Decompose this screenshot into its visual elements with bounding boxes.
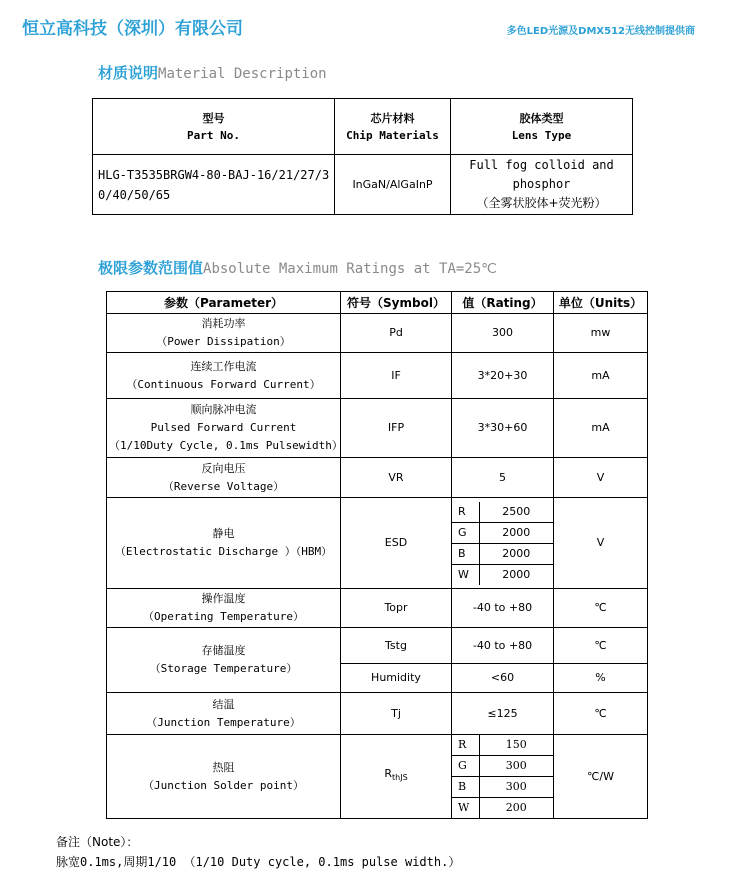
note-title: 备注（Note）： [56,835,139,849]
unit-humidity: % [554,664,648,693]
symbol-esd: ESD [341,498,452,589]
rating-ifp: 3*30+60 [452,399,554,458]
company-name: 恒立高科技（深圳）有限公司 [22,19,243,39]
note-text: 脉宽0.1ms,周期1/10 （1/10 Duty cycle, 0.1ms pulse width.） [56,855,461,869]
symbol-humidity: Humidity [341,664,452,693]
col-part-no: 型号 Part No. [93,99,335,155]
chip-value: InGaN/AlGaInP [335,155,451,215]
param-esd: 静电 （Electrostatic Discharge ）（HBM） [107,498,341,589]
symbol-rth: $R_{thJS}$ [341,735,452,819]
material-title-zh: 材质说明 [98,64,159,82]
material-title-en: Material Description [158,66,327,82]
symbol-pd: Pd [341,314,452,353]
note-block [56,832,460,872]
symbol-tj: Tj [341,693,452,735]
table-row [107,399,648,458]
rating-tstg: -40 to +80 [452,628,554,664]
unit-topr: ℃ [554,589,648,628]
rating-esd: R 2500 G 2000 B 2000 W 2000 [452,498,554,589]
table-row [107,353,648,399]
unit-tstg: ℃ [554,628,648,664]
param-if: 连续工作电流 （Continuous Forward Current） [107,353,341,399]
param-tj: 结温 （Junction Temperature） [107,693,341,735]
ratings-title-zh: 极限参数范围值 [98,259,204,277]
table-row [107,589,648,628]
unit-esd: V [554,498,648,589]
material-table [92,98,633,215]
unit-if: mA [554,353,648,399]
col-parameter: 参数（Parameter） [107,292,341,314]
rating-pd: 300 [452,314,554,353]
lens-value: Full fog colloid and phosphor （全雾状胶体+荧光粉） [451,155,633,215]
symbol-ifp: IFP [341,399,452,458]
col-symbol: 符号（Symbol） [341,292,452,314]
unit-rth: ℃/W [554,735,648,819]
table-row [107,314,648,353]
col-rating: 值（Rating） [452,292,554,314]
param-power: 消耗功率 （Power Dissipation） [107,314,341,353]
ratings-table [106,291,648,819]
param-rth: 热阻 （Junction Solder point） [107,735,341,819]
symbol-topr: Topr [341,589,452,628]
param-vr: 反向电压 （Reverse Voltage） [107,458,341,498]
unit-vr: V [554,458,648,498]
param-ifp: 顺向脉冲电流 Pulsed Forward Current （1/10Duty Cycle, 0.1ms Pulsewidth） [107,399,341,458]
rating-topr: -40 to +80 [452,589,554,628]
part-no-value: HLG-T3535BRGW4-80-BAJ-16/21/27/30/40/50/65 [93,155,335,215]
col-units: 单位（Units） [554,292,648,314]
table-row [107,628,648,664]
ratings-title-en: Absolute Maximum Ratings at TA=25℃ [203,261,497,277]
table-row [107,498,648,589]
ratings-section-title [98,257,497,278]
unit-pd: mw [554,314,648,353]
symbol-tstg: Tstg [341,628,452,664]
param-tstg: 存储温度 （Storage Temperature） [107,628,341,693]
company-tagline: 多色LED光源及DMX512无线控制提供商 [506,26,695,37]
rating-vr: 5 [452,458,554,498]
rating-humidity: <60 [452,664,554,693]
param-topr: 操作温度 （Operating Temperature） [107,589,341,628]
unit-tj: ℃ [554,693,648,735]
table-row [107,693,648,735]
material-section-title [98,62,327,83]
table-row [107,458,648,498]
rating-tj: ≤125 [452,693,554,735]
table-row [107,735,648,819]
col-chip-materials: 芯片材料 Chip Materials [335,99,451,155]
unit-ifp: mA [554,399,648,458]
symbol-if: IF [341,353,452,399]
rating-rth: R 150 G 300 B 300 W 200 [452,735,554,819]
col-lens-type: 胶体类型 Lens Type [451,99,633,155]
rating-if: 3*20+30 [452,353,554,399]
symbol-vr: VR [341,458,452,498]
